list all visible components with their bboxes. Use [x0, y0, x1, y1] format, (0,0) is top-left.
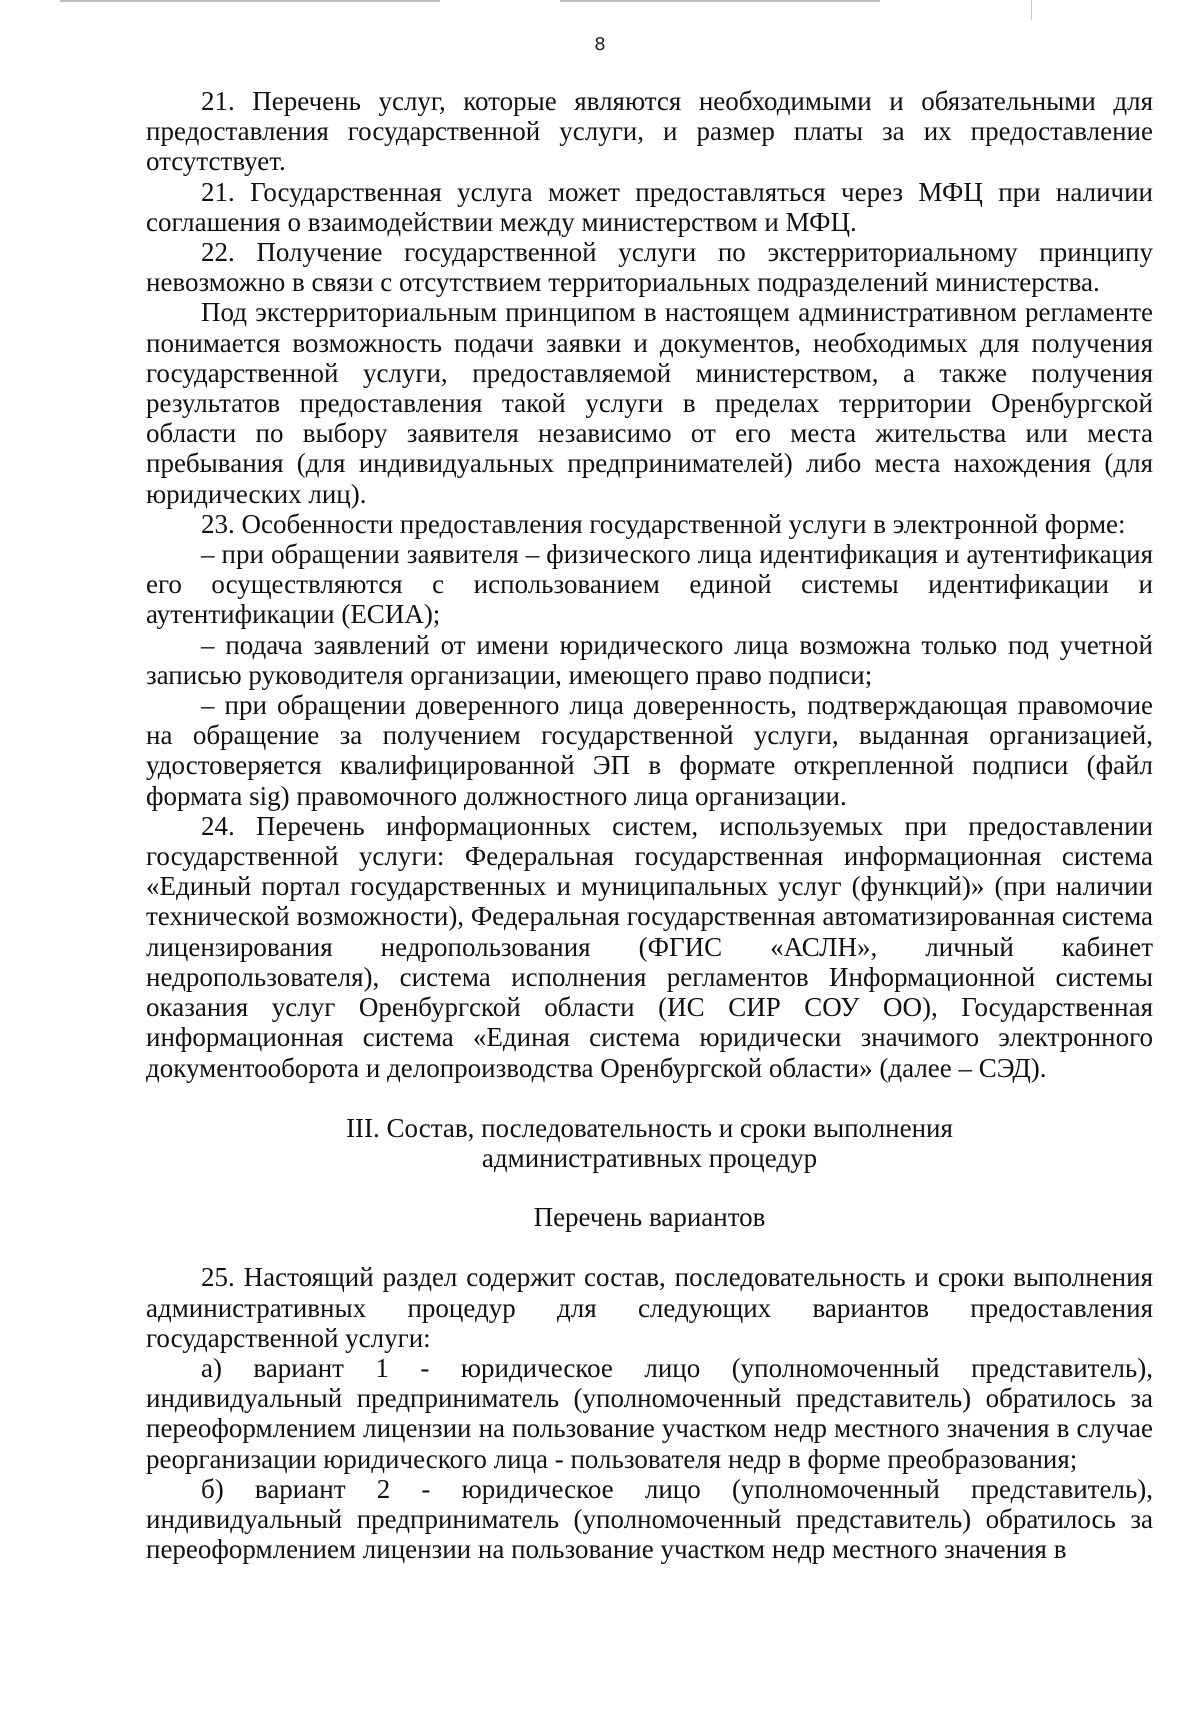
scan-edge-right	[560, 0, 880, 2]
section-heading	[146, 1113, 1153, 1173]
list-item-esia: – при обращении заявителя – физического лица идентификация и аутентификация его осуществляются с использованием единой системы идентификации и аутентификации (ЕСИА);	[146, 539, 1153, 630]
paragraph-21-services-list: 21. Перечень услуг, которые являются необходимыми и обязательными для предоставления государственной услуги, и размер платы за их предоставление отсутствует.	[146, 86, 1153, 177]
scan-edge-left	[60, 0, 440, 2]
document-body	[146, 86, 1153, 1564]
list-item-variant-2: б) вариант 2 - юридическое лицо (уполномоченный представитель), индивидуальный предприниматель (уполномоченный представитель) обратилось за переоформлением лицензии на пользование участком недр местного значения в	[146, 1473, 1153, 1565]
subheading-variants: Перечень вариантов	[533, 1202, 766, 1233]
paragraph-24-information-systems: 24. Перечень информационных систем, используемых при предоставлении государственной услуги: Федеральная государственная информационная система «Единый портал государственных и муниципальных услуг (функций)» (при наличии технической возможности), Федеральная государственная автоматизированная система лицензирования недропользования (ФГИС «АСЛН», личный кабинет недропользователя), система исполнения регламентов Информационной системы оказания услуг Оренбургской области (ИС СИР СОУ ОО), Государственная информационная система «Единая система юридически значимого электронного документооборота и делопроизводства Оренбургской области» (далее – СЭД).	[146, 810, 1153, 1083]
paragraph-21-mfc: 21. Государственная услуга может предоставляться через МФЦ при наличии соглашения о взаимодействии между министерством и МФЦ.	[146, 176, 1153, 237]
page-number: 8	[594, 34, 606, 55]
list-item-legal-entity-account: – подача заявлений от имени юридического лица возможна только под учетной записью руководителя организации, имеющего право подписи;	[146, 629, 1153, 690]
list-item-proxy: – при обращении доверенного лица доверенность, подтверждающая правомочие на обращение за получением государственной услуги, выданная организацией, удостоверяется квалифицированной ЭП в формате открепленной подписи (файл формата sig) правомочного должностного лица организации.	[146, 690, 1153, 811]
paragraph-23-electronic-form: 23. Особенности предоставления государственной услуги в электронной форме:	[201, 508, 1126, 539]
paragraph-extraterritorial-definition: Под экстерриториальным принципом в настоящем административном регламенте понимается возможность подачи заявки и документов, необходимых для получения государственной услуги, предоставляемой министерством, а также получения результатов предоставления такой услуги в пределах территории Оренбургской области по выбору заявителя независимо от его места жительства или места пребывания (для индивидуальных предпринимателей) либо места нахождения (для юридических лиц).	[146, 297, 1153, 509]
section-heading-line-1: III. Состав, последовательность и сроки выполнения	[346, 1112, 953, 1143]
paragraph-22-extraterritorial: 22. Получение государственной услуги по экстерриториальному принципу невозможно в связи с отсутствием территориальных подразделений министерства.	[146, 237, 1153, 298]
list-item-variant-1: а) вариант 1 - юридическое лицо (уполномоченный представитель), индивидуальный предприниматель (уполномоченный представитель) обратилось за переоформлением лицензии на пользование участком недр местного значения в случае реорганизации юридического лица - пользователя недр в форме преобразования;	[146, 1352, 1153, 1474]
paragraph-25-section-content: 25. Настоящий раздел содержит состав, последовательность и сроки выполнения административных процедур для следующих вариантов предоставления государственной услуги:	[146, 1262, 1153, 1353]
scan-mark	[1031, 0, 1032, 20]
section-heading-line-2: административных процедур	[481, 1142, 818, 1173]
